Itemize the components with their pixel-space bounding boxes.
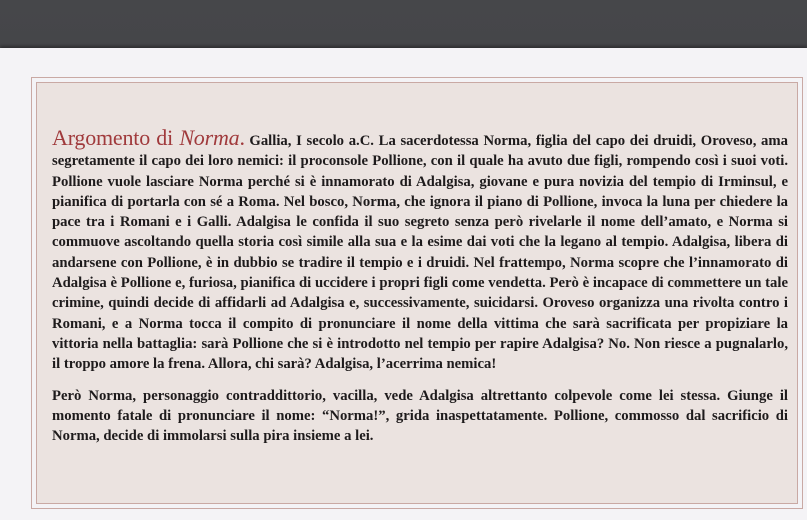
heading-prefix: Argomento di (52, 125, 180, 150)
heading-suffix: . (239, 125, 245, 150)
paragraph-2: Però Norma, personaggio contraddittorio, vacilla, vede Adalgisa altrettanto colpevole come lei stessa. Giunge il momento fatale di pronunciare il nome: “Norma!”, grida inaspettatamente. Pollione, commosso dal sacrificio di Norma, decide di immolarsi sulla pira insieme a lei. (52, 387, 788, 445)
paragraph-1 (52, 125, 788, 375)
heading-title: Norma (179, 125, 240, 150)
section-heading (52, 125, 245, 150)
synopsis-text (52, 125, 788, 446)
paragraph-1-body: Gallia, I secolo a.C. La sacerdotessa Norma, figlia del capo dei druidi, Oroveso, ama segretamente il capo dei loro nemici: il proconsole Pollione, con il quale ha avuto due figli, rompendo così i suoi voti. Pollione vuole lasciare Norma perché si è innamorato di Adalgisa, giovane e pura novizia del tempio di Irminsul, e pianifica di portarla con sé a Roma. Nel bosco, Norma, che ignora il piano di Pollione, invoca la luna per chiedere la pace tra i Romani e i Galli. Adalgisa le confida il suo segreto senza però rivelarle il nome dell’amato, e Norma si commuove ascoltando quella storia così simile alla sua e la esime dai voti che la legano al tempio. Adalgisa, libera di andarsene con Pollione, è in dubbio se tradire il tempio e i druidi. Nel frattempo, Norma scopre che l’innamorato di Adalgisa è Pollione e, furiosa, pianifica di uccidere i propri figli come vendetta. Però è incapace di commettere un tale crimine, quindi decide di affidarli ad Adalgisa e, successivamente, suicidarsi. Oroveso organizza una rivolta contro i Romani, e a Norma tocca il compito di pronunciare il nome della vittima che sarà sacrificata per propiziare la vittoria nella battaglia: sarà Pollione che si è introdotto nel tempio per rapire Adalgisa? No. Non riesce a pugnalarlo, il troppo amore la frena. Allora, chi sarà? Adalgisa, l’acerrima nemica! (52, 133, 788, 373)
